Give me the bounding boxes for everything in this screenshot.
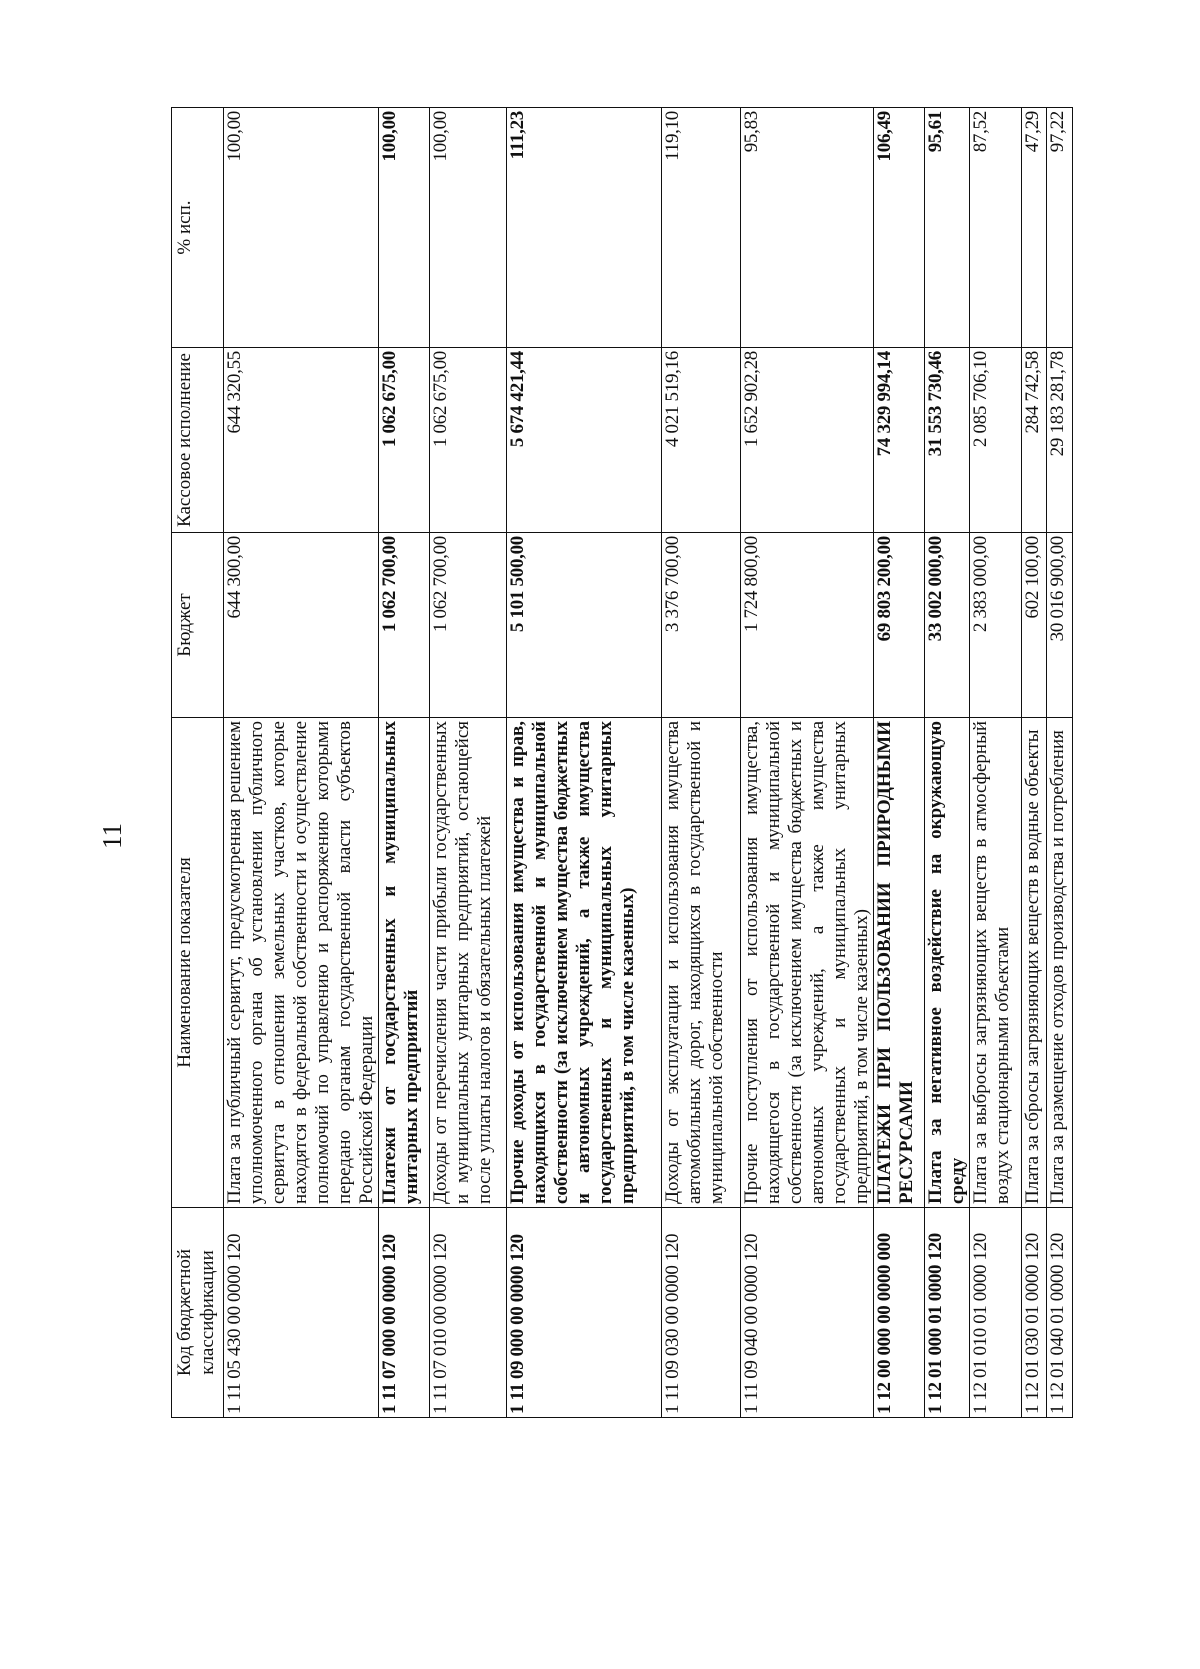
cell-name: Плата за выбросы загрязняющих веществ в атмосферный воздух стационарными объектами	[970, 718, 1022, 1208]
cell-name: Доходы от перечисления части прибыли государственных и муниципальных унитарных предприятий, остающейся после уплаты налогов и обязательных платежей	[430, 718, 507, 1208]
cell-name: Прочие доходы от использования имущества и прав, находящихся в государственной и муниципальной собственности (за исключением имущества бюджетных и автономных учреждений, а также имущества государственных и муниципальных унитарных предприятий, в том числе казенных)	[507, 718, 662, 1208]
table-row	[379, 108, 430, 1418]
cell-code: 1 11 05 430 00 0000 120	[224, 1208, 379, 1418]
cell-code: 1 11 09 030 00 0000 120	[662, 1208, 741, 1418]
budget-table	[171, 107, 1073, 1418]
cell-code: 1 11 09 040 00 0000 120	[741, 1208, 874, 1418]
cell-execution: 5 674 421,44	[507, 348, 662, 533]
cell-percent: 111,23	[507, 108, 662, 348]
cell-budget: 3 376 700,00	[662, 533, 741, 718]
table-header-row	[172, 108, 224, 1418]
table-row	[507, 108, 662, 1418]
table-row	[741, 108, 874, 1418]
cell-percent: 100,00	[224, 108, 379, 348]
cell-percent: 119,10	[662, 108, 741, 348]
cell-percent: 95,83	[741, 108, 874, 348]
cell-execution: 1 652 902,28	[741, 348, 874, 533]
table-row	[925, 108, 970, 1418]
cell-name: Плата за негативное воздействие на окружающую среду	[925, 718, 970, 1208]
cell-name: Доходы от эксплуатации и использования имущества автомобильных дорог, находящихся в государственной и муниципальной собственности	[662, 718, 741, 1208]
table-row	[1047, 108, 1073, 1418]
cell-budget: 1 062 700,00	[379, 533, 430, 718]
cell-budget: 33 002 000,00	[925, 533, 970, 718]
cell-name: Плата за размещение отходов производства и потребления	[1047, 718, 1073, 1208]
cell-execution: 31 553 730,46	[925, 348, 970, 533]
cell-execution: 1 062 675,00	[430, 348, 507, 533]
cell-budget: 69 803 200,00	[874, 533, 925, 718]
cell-code: 1 12 01 010 01 0000 120	[970, 1208, 1022, 1418]
rotated-table-wrapper	[171, 108, 1200, 1418]
table-row	[1022, 108, 1047, 1418]
cell-name: Платежи от государственных и муниципальных унитарных предприятий	[379, 718, 430, 1208]
table-row	[430, 108, 507, 1418]
table-row	[970, 108, 1022, 1418]
cell-code: 1 11 07 010 00 0000 120	[430, 1208, 507, 1418]
cell-percent: 100,00	[379, 108, 430, 348]
cell-execution: 2 085 706,10	[970, 348, 1022, 533]
cell-percent: 87,52	[970, 108, 1022, 348]
cell-budget: 644 300,00	[224, 533, 379, 718]
cell-budget: 602 100,00	[1022, 533, 1047, 718]
page-number: 11	[96, 823, 127, 849]
cell-code: 1 12 01 000 01 0000 120	[925, 1208, 970, 1418]
cell-budget: 5 101 500,00	[507, 533, 662, 718]
header-execution: Кассовое исполнение	[172, 348, 224, 533]
cell-code: 1 12 00 000 00 0000 000	[874, 1208, 925, 1418]
cell-code: 1 11 07 000 00 0000 120	[379, 1208, 430, 1418]
cell-execution: 74 329 994,14	[874, 348, 925, 533]
cell-percent: 97,22	[1047, 108, 1073, 348]
cell-budget: 30 016 900,00	[1047, 533, 1073, 718]
header-percent: % исп.	[172, 108, 224, 348]
cell-budget: 1 062 700,00	[430, 533, 507, 718]
table-row	[224, 108, 379, 1418]
cell-budget: 2 383 000,00	[970, 533, 1022, 718]
cell-name: Прочие поступления от использования имущества, находящегося в государственной и муниципальной собственности (за исключением имущества бюджетных и автономных учреждений, а также имущества государственных и муниципальных унитарных предприятий, в том числе казенных)	[741, 718, 874, 1208]
table-row	[874, 108, 925, 1418]
cell-budget: 1 724 800,00	[741, 533, 874, 718]
header-budget: Бюджет	[172, 533, 224, 718]
cell-percent: 106,49	[874, 108, 925, 348]
table-body	[224, 108, 1073, 1418]
cell-execution: 29 183 281,78	[1047, 348, 1073, 533]
cell-name: Плата за сбросы загрязняющих веществ в водные объекты	[1022, 718, 1047, 1208]
cell-code: 1 12 01 030 01 0000 120	[1022, 1208, 1047, 1418]
header-code: Код бюджетной классификации	[172, 1208, 224, 1418]
cell-name: ПЛАТЕЖИ ПРИ ПОЛЬЗОВАНИИ ПРИРОДНЫМИ РЕСУРСАМИ	[874, 718, 925, 1208]
header-name: Наименование показателя	[172, 718, 224, 1208]
cell-execution: 1 062 675,00	[379, 348, 430, 533]
cell-name: Плата за публичный сервитут, предусмотренная решением уполномоченного органа об установлении публичного сервитута в отношении земельных участков, которые находятся в федеральной собственности и осуществление полномочий по управлению и распоряжению которыми передано органам государственной власти субъектов Российской Федерации	[224, 718, 379, 1208]
cell-code: 1 12 01 040 01 0000 120	[1047, 1208, 1073, 1418]
cell-percent: 95,61	[925, 108, 970, 348]
cell-code: 1 11 09 000 00 0000 120	[507, 1208, 662, 1418]
table-row	[662, 108, 741, 1418]
cell-percent: 100,00	[430, 108, 507, 348]
cell-percent: 47,29	[1022, 108, 1047, 348]
cell-execution: 644 320,55	[224, 348, 379, 533]
cell-execution: 4 021 519,16	[662, 348, 741, 533]
cell-execution: 284 742,58	[1022, 348, 1047, 533]
